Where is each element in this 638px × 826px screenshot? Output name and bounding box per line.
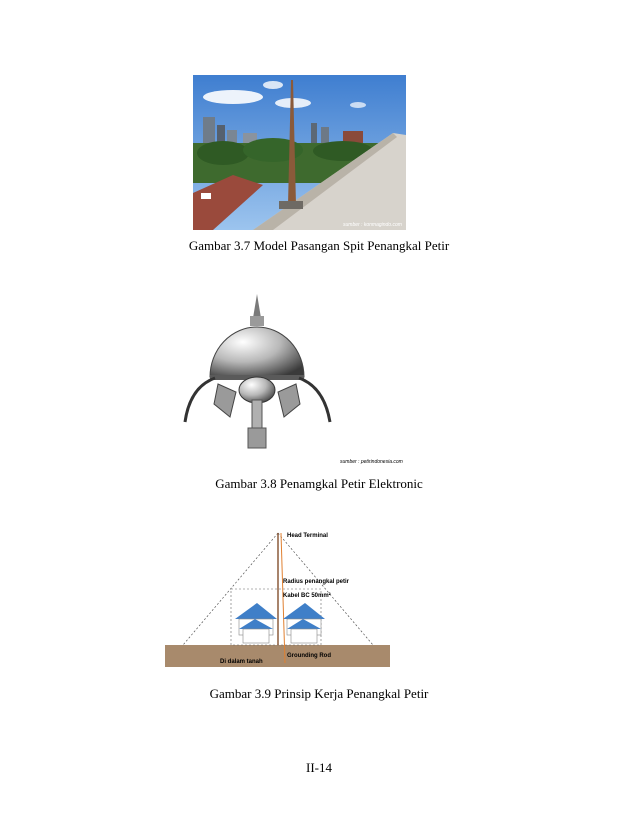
- label-head-terminal: Head Terminal: [287, 533, 328, 539]
- rooftop-lightning-rod-photo: [193, 75, 406, 230]
- figure-3-9-diagram: [165, 525, 390, 670]
- figure-3-8-image: [180, 292, 410, 472]
- lightning-rod-principle-diagram: [165, 525, 390, 670]
- figure-3-8-source: sumber : petirindonesia.com: [340, 459, 403, 465]
- label-grounding: Grounding Rod: [287, 653, 331, 659]
- label-radius: Radius penangkal petir: [283, 579, 350, 585]
- figure-3-9-caption: Gambar 3.9 Prinsip Kerja Penangkal Petir: [209, 686, 429, 701]
- figure-3-7-photo: [193, 75, 406, 230]
- figure-3-7-source: sumber : konmagindo.com: [343, 222, 402, 228]
- page-number: II-14: [306, 760, 332, 775]
- label-kabel: Kabel BC 50mm²: [283, 593, 331, 599]
- electronic-lightning-rod-illustration: [180, 292, 410, 472]
- label-tanah: Di dalam tanah: [220, 659, 263, 665]
- figure-3-8-caption: Gambar 3.8 Penamgkal Petir Elektronic: [215, 476, 423, 491]
- ground-layer: [165, 645, 390, 667]
- figure-3-7-caption: Gambar 3.7 Model Pasangan Spit Penangkal Petir: [188, 238, 450, 253]
